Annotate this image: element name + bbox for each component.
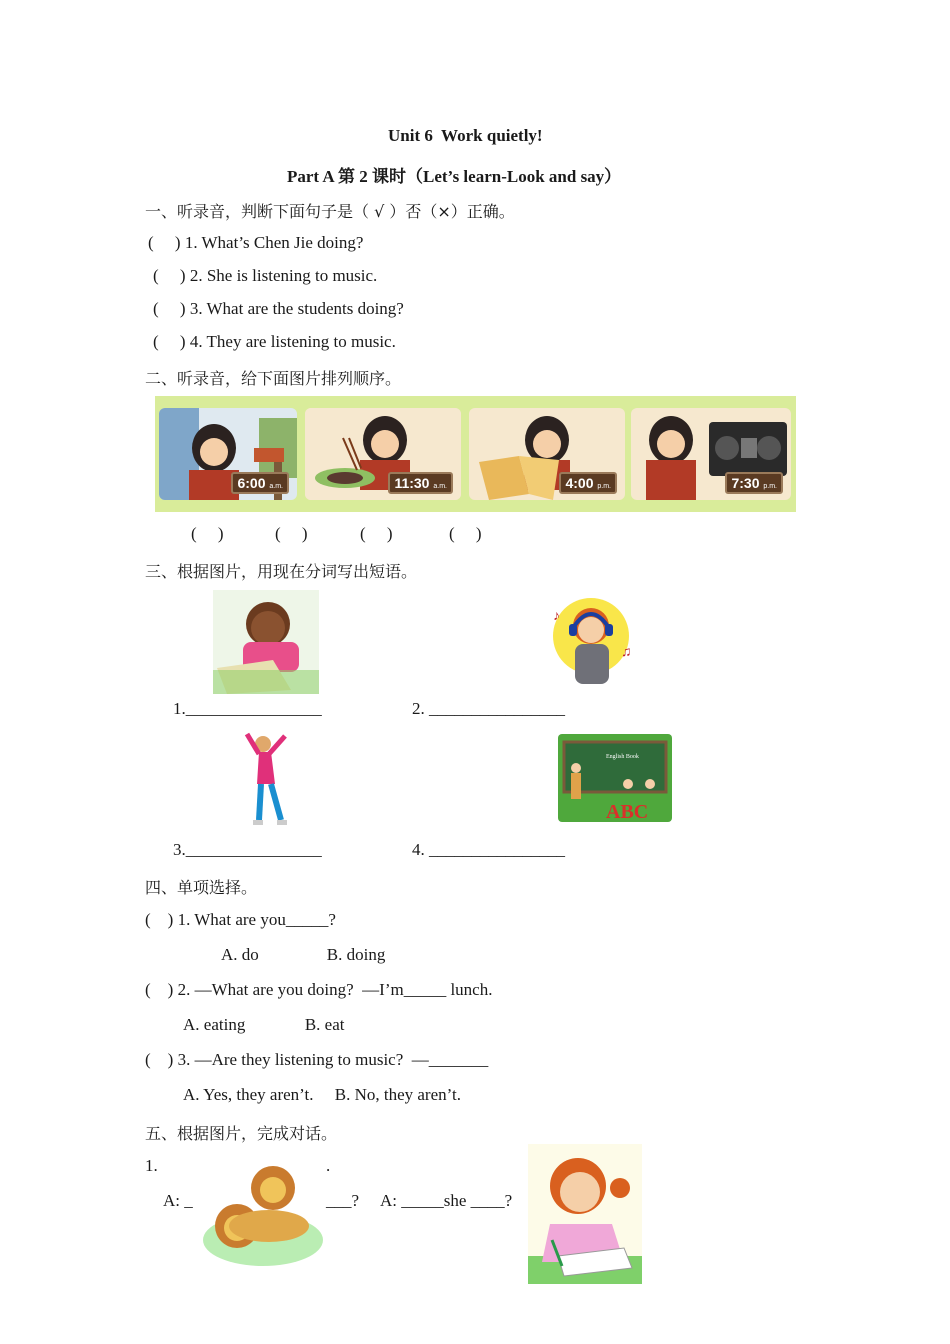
- order-bracket-3: ( ): [360, 524, 393, 543]
- mcq-1-options: A. do B. doing: [221, 945, 386, 964]
- order-bracket-2: ( ): [275, 524, 308, 543]
- section3-heading: 三、根据图片，用现在分词写出短语。: [145, 562, 418, 581]
- section2-heading: 二、听录音，给下面图片排列顺序。: [145, 369, 402, 388]
- clock-4: 7:30 p.m.: [725, 472, 783, 494]
- girl-writing-picture: [528, 1144, 642, 1284]
- mcq-3-options: A. Yes, they aren’t. B. No, they aren’t.: [183, 1085, 461, 1104]
- section4-heading: 四、单项选择。: [145, 878, 258, 897]
- mcq-2-options: A. eating B. eat: [183, 1015, 345, 1034]
- girl-music-picture: [547, 592, 639, 688]
- section1-item-3: ( ) 3. What are the students doing?: [153, 299, 404, 318]
- routine-panel-lunch: [305, 408, 461, 500]
- routine-panel-morning: [159, 408, 297, 500]
- page-title: Unit 6 Work quietly!: [388, 126, 543, 145]
- section1-item-2: ( ) 2. She is listening to music.: [153, 266, 378, 285]
- order-bracket-4: ( ): [449, 524, 482, 543]
- girl-exercising-picture: [241, 730, 297, 828]
- mcq-2: ( ) 2. —What are you doing? —I’m_____ lunch.: [145, 980, 493, 999]
- routine-panel-music: [631, 408, 791, 500]
- dialogue-a1-suffix: ___?: [326, 1191, 360, 1210]
- boy-reading-picture: [213, 590, 319, 694]
- board-text: English Book: [606, 754, 639, 760]
- section5-heading: 五、根据图片，完成对话。: [145, 1124, 338, 1143]
- svg-text:♪: ♪: [553, 609, 560, 624]
- daily-routine-strip: [155, 396, 796, 512]
- blank-3[interactable]: 3.________________: [173, 840, 322, 859]
- dialogue-a2: A: _____she ____?: [380, 1191, 513, 1210]
- clock-3: 4:00 p.m.: [559, 472, 617, 494]
- clock-1: 6:00 a.m.: [231, 472, 289, 494]
- order-bracket-1: ( ): [191, 524, 224, 543]
- section1-heading: 一、听录音，判断下面句子是（ √ ）否（×）正确。: [145, 202, 515, 221]
- page-subtitle: Part A 第 2 课时（Let’s learn-Look and say）: [287, 167, 622, 186]
- routine-panel-reading: [469, 408, 625, 500]
- blank-2[interactable]: 2. ________________: [412, 699, 565, 718]
- lions-picture: [199, 1160, 327, 1268]
- classroom-picture: [558, 734, 672, 822]
- dialogue-number: 1.: [145, 1156, 158, 1175]
- clock-2: 11:30 a.m.: [388, 472, 453, 494]
- blank-1[interactable]: 1.________________: [173, 699, 322, 718]
- dialogue-a1-prefix: A: _: [163, 1191, 193, 1210]
- mcq-1: ( ) 1. What are you_____?: [145, 910, 336, 929]
- mcq-3: ( ) 3. —Are they listening to music? —_______: [145, 1050, 489, 1069]
- svg-text:♫: ♫: [621, 645, 632, 660]
- abc-letters: ABC: [606, 801, 649, 822]
- section1-item-1: ( ) 1. What’s Chen Jie doing?: [148, 233, 364, 252]
- dialogue-dot: .: [326, 1156, 331, 1175]
- blank-4[interactable]: 4. ________________: [412, 840, 565, 859]
- section1-item-4: ( ) 4. They are listening to music.: [153, 332, 396, 351]
